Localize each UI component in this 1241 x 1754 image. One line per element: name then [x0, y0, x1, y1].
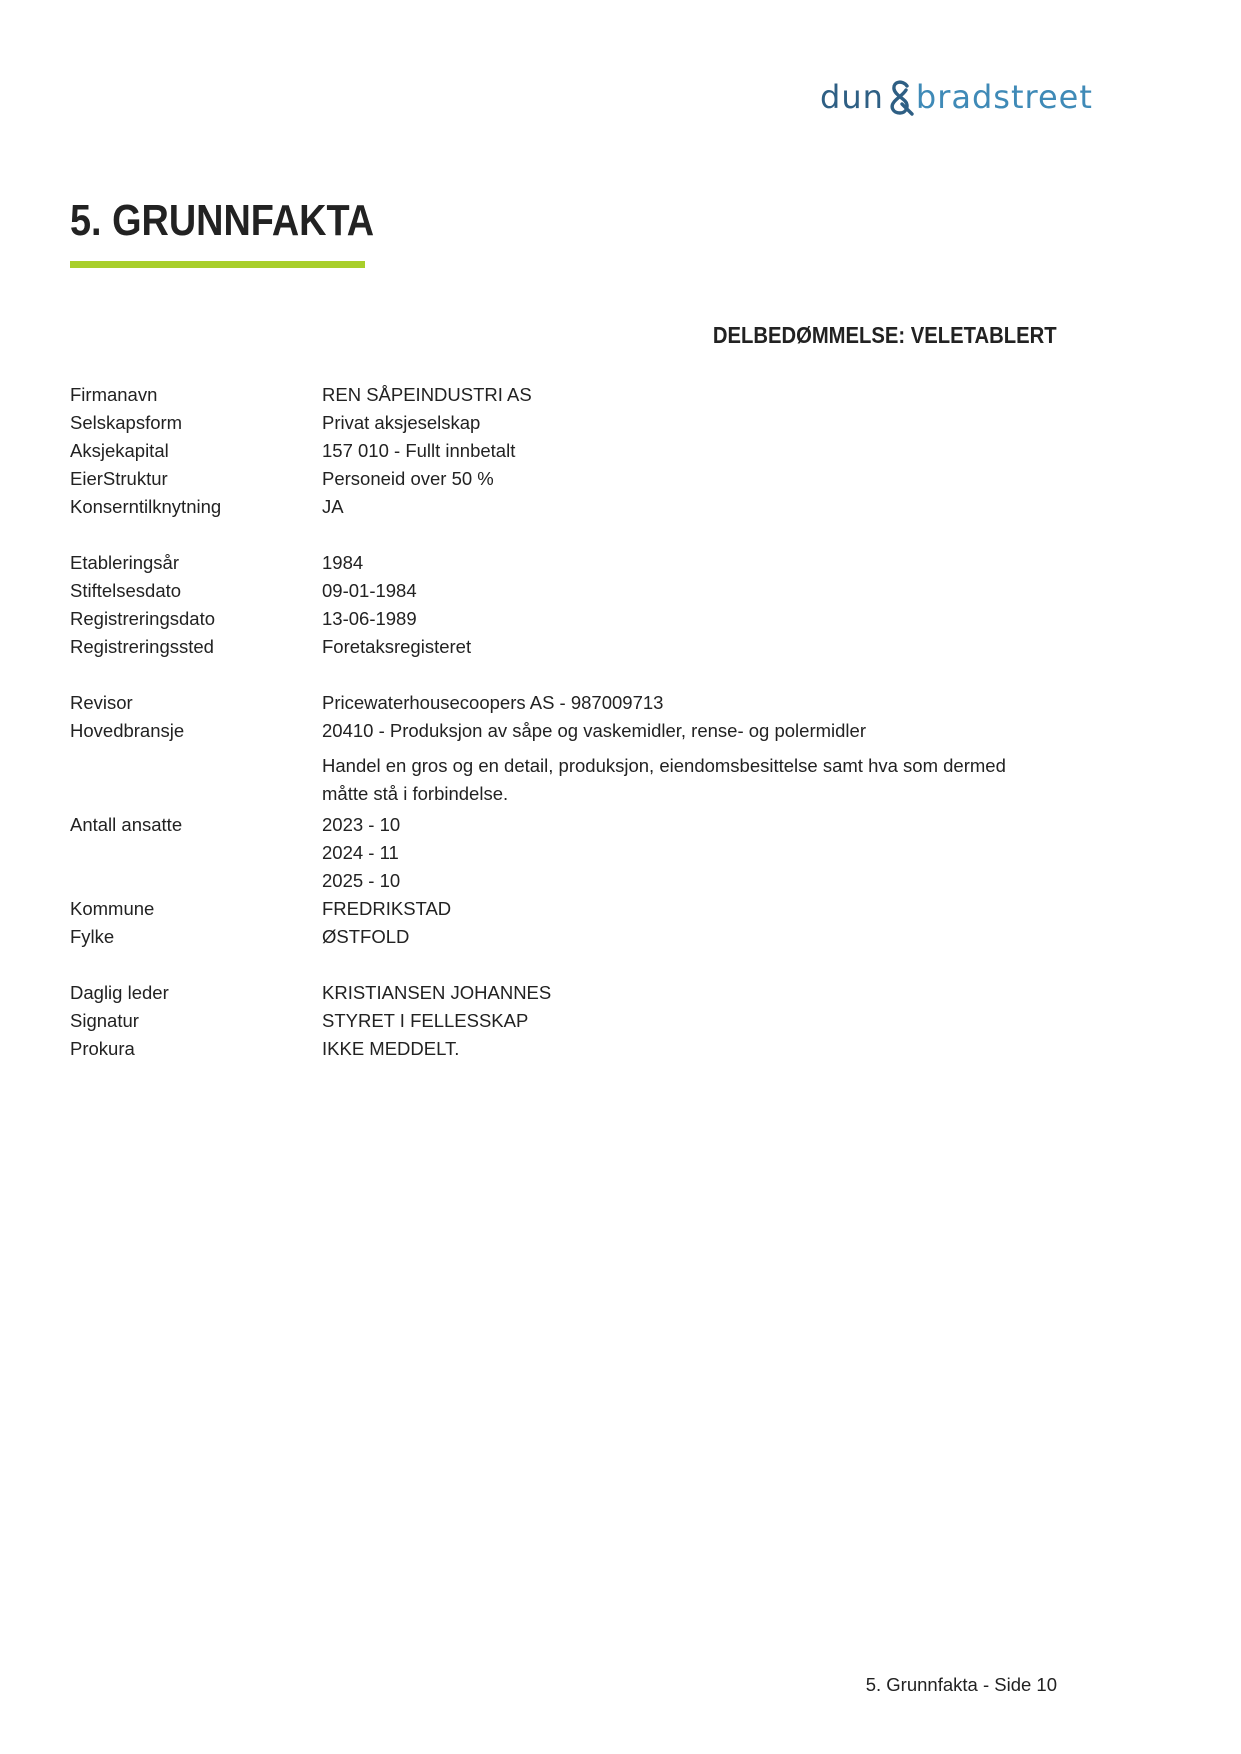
fact-value: Pricewaterhousecoopers AS - 987009713 [322, 692, 664, 713]
fact-row-antall-ansatte-2025 [70, 867, 1060, 895]
rating-heading: DELBEDØMMELSE: VELETABLERT [713, 322, 1057, 348]
fact-label: Daglig leder [70, 982, 169, 1003]
fact-label: Selskapsform [70, 412, 183, 433]
fact-value: REN SÅPEINDUSTRI AS [322, 384, 532, 405]
fact-value: Foretaksregisteret [322, 636, 472, 657]
group-spacer [70, 521, 1060, 549]
purpose-line: Handel en gros og en detail, produksjon, eiendomsbesittelse samt hva som dermed [322, 755, 1006, 776]
fact-row-signatur [70, 1007, 1060, 1035]
title-underline [70, 261, 365, 268]
fact-row-prokura [70, 1035, 1060, 1063]
fact-row-eierstruktur [70, 465, 1060, 493]
fact-value: JA [322, 496, 344, 517]
fact-value: ØSTFOLD [322, 926, 410, 947]
fact-value: 2024 - 11 [322, 842, 399, 863]
fact-label: EierStruktur [70, 468, 168, 489]
fact-label: Aksjekapital [70, 440, 169, 461]
fact-value: 1984 [322, 552, 364, 573]
fact-row-etableringsar [70, 549, 1060, 577]
fact-label: Antall ansatte [70, 814, 183, 835]
fact-label: Kommune [70, 898, 155, 919]
fact-value: FREDRIKSTAD [322, 898, 452, 919]
fact-label: Prokura [70, 1038, 135, 1059]
fact-label: Registreringssted [70, 636, 214, 657]
purpose-line: måtte stå i forbindelse. [322, 783, 509, 804]
fact-row-hovedbransje [70, 717, 1060, 745]
business-purpose-text [322, 752, 1042, 808]
fact-label: Registreringsdato [70, 608, 215, 629]
fact-row-daglig-leder [70, 979, 1060, 1007]
fact-row-registreringsdato [70, 605, 1060, 633]
fact-row-kommune [70, 895, 1060, 923]
fact-label: Konserntilknytning [70, 496, 222, 517]
fact-value: 2023 - 10 [322, 814, 401, 835]
fact-label: Stiftelsesdato [70, 580, 182, 601]
facts-table [70, 381, 1060, 1063]
fact-value: KRISTIANSEN JOHANNES [322, 982, 552, 1003]
fact-value: IKKE MEDDELT. [322, 1038, 460, 1059]
fact-label: Etableringsår [70, 552, 180, 573]
page-footer: 5. Grunnfakta - Side 10 [865, 1674, 1057, 1695]
fact-value: 09-01-1984 [322, 580, 417, 601]
fact-row-firmanavn [70, 381, 1060, 409]
fact-row-fylke [70, 923, 1060, 951]
fact-label: Firmanavn [70, 384, 158, 405]
logo-text-dun: dun [820, 78, 884, 116]
fact-value: STYRET I FELLESSKAP [322, 1010, 529, 1031]
fact-row-selskapsform [70, 409, 1060, 437]
fact-row-revisor [70, 689, 1060, 717]
fact-label: Fylke [70, 926, 115, 947]
fact-value: Privat aksjeselskap [322, 412, 481, 433]
logo-text-bradstreet: bradstreet [915, 78, 1093, 116]
fact-row-registreringssted [70, 633, 1060, 661]
ampersand-icon [885, 78, 915, 118]
group-spacer [70, 661, 1060, 689]
fact-value: 20410 - Produksjon av såpe og vaskemidler, rense- og polermidler [322, 720, 866, 741]
page-title: 5. GRUNNFAKTA [70, 196, 375, 245]
fact-value: 157 010 - Fullt innbetalt [322, 440, 516, 461]
fact-value: 2025 - 10 [322, 870, 401, 891]
fact-row-stiftelsesdato [70, 577, 1060, 605]
group-spacer [70, 951, 1060, 979]
fact-row-aksjekapital [70, 437, 1060, 465]
fact-label: Hovedbransje [70, 720, 185, 741]
fact-label: Revisor [70, 692, 133, 713]
dun-bradstreet-logo [820, 78, 1093, 118]
fact-value: 13-06-1989 [322, 608, 417, 629]
fact-value: Personeid over 50 % [322, 468, 494, 489]
fact-label: Signatur [70, 1010, 139, 1031]
fact-row-antall-ansatte-2024 [70, 839, 1060, 867]
fact-row-antall-ansatte [70, 811, 1060, 839]
fact-row-konserntilknytning [70, 493, 1060, 521]
